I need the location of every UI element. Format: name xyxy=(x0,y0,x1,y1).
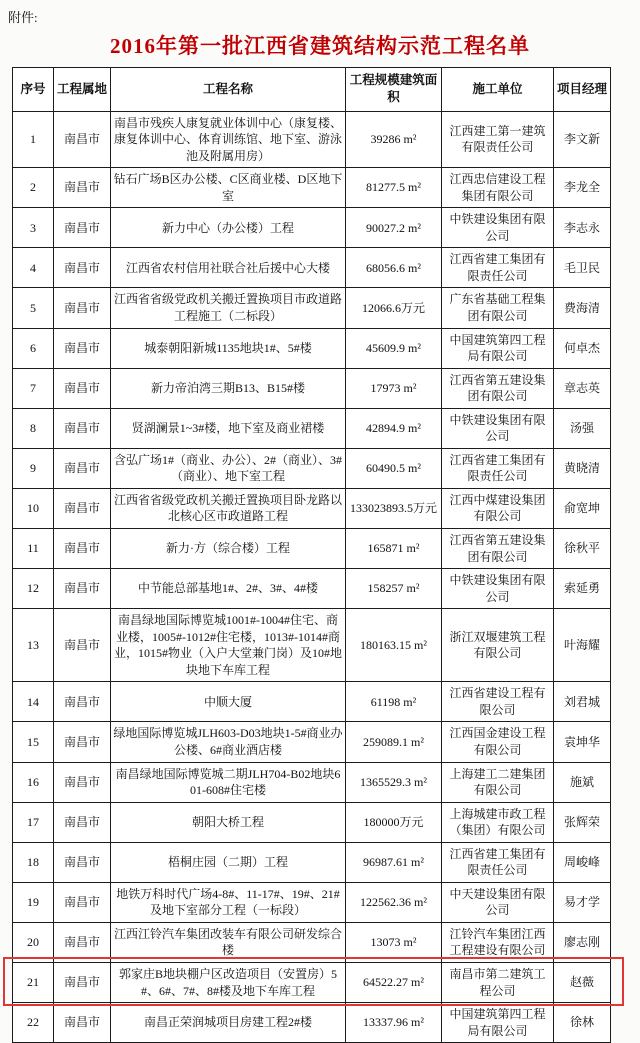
cell-unit: 江西国金建设工程有限公司 xyxy=(442,722,554,762)
cell-unit: 江西省建工集团有限责任公司 xyxy=(442,448,554,488)
table-row xyxy=(13,288,611,328)
cell-unit: 江西省建工集团有限责任公司 xyxy=(442,248,554,288)
cell-manager: 廖志刚 xyxy=(554,922,611,962)
table-row xyxy=(13,448,611,488)
cell-project-name: 江西省省级党政机关搬迁置换项目市政道路工程施工（二标段） xyxy=(111,288,346,328)
cell-unit: 上海建工二建集团有限公司 xyxy=(442,762,554,802)
table-row xyxy=(13,328,611,368)
cell-manager: 徐林 xyxy=(554,1003,611,1043)
table-row xyxy=(13,569,611,609)
table-row xyxy=(13,963,611,1003)
cell-unit: 江西省第五建设集团有限公司 xyxy=(442,528,554,568)
cell-unit: 广东省基础工程集团有限公司 xyxy=(442,288,554,328)
cell-project-name: 南昌绿地国际博览城二期JLH704-B02地块601-608#住宅楼 xyxy=(111,762,346,802)
cell-no: 4 xyxy=(13,248,54,288)
header-row xyxy=(13,68,611,112)
cell-unit: 江西省第五建设集团有限公司 xyxy=(442,368,554,408)
cell-location: 南昌市 xyxy=(54,168,111,208)
cell-unit: 江西中煤建设集团有限公司 xyxy=(442,488,554,528)
table-row xyxy=(13,488,611,528)
cell-manager: 俞宽坤 xyxy=(554,488,611,528)
cell-manager: 刘君城 xyxy=(554,682,611,722)
table-row xyxy=(13,368,611,408)
cell-location: 南昌市 xyxy=(54,922,111,962)
header-area: 工程规模建筑面积 xyxy=(346,68,442,112)
table-row xyxy=(13,842,611,882)
cell-no: 14 xyxy=(13,682,54,722)
cell-location: 南昌市 xyxy=(54,802,111,842)
cell-manager: 张辉荣 xyxy=(554,802,611,842)
cell-manager: 赵薇 xyxy=(554,963,611,1003)
cell-area: 90027.2 m² xyxy=(346,208,442,248)
table-row xyxy=(13,248,611,288)
table-row xyxy=(13,802,611,842)
cell-project-name: 新力帝泊湾三期B13、B15#楼 xyxy=(111,368,346,408)
cell-no: 19 xyxy=(13,882,54,922)
cell-location: 南昌市 xyxy=(54,488,111,528)
cell-unit: 上海城建市政工程（集团）有限公司 xyxy=(442,802,554,842)
cell-unit: 中国建筑第四工程局有限公司 xyxy=(442,328,554,368)
cell-project-name: 新力中心（办公楼）工程 xyxy=(111,208,346,248)
cell-area: 42894.9 m² xyxy=(346,408,442,448)
cell-location: 南昌市 xyxy=(54,963,111,1003)
cell-no: 18 xyxy=(13,842,54,882)
table-row xyxy=(13,609,611,682)
table-container xyxy=(0,67,640,1043)
table-row xyxy=(13,722,611,762)
cell-manager: 费海清 xyxy=(554,288,611,328)
cell-unit: 中铁建设集团有限公司 xyxy=(442,408,554,448)
cell-no: 10 xyxy=(13,488,54,528)
cell-no: 22 xyxy=(13,1003,54,1043)
cell-unit: 中铁建设集团有限公司 xyxy=(442,208,554,248)
header-location: 工程属地 xyxy=(54,68,111,112)
table-row xyxy=(13,528,611,568)
cell-manager: 毛卫民 xyxy=(554,248,611,288)
cell-no: 2 xyxy=(13,168,54,208)
cell-project-name: 贤湖澜景1~3#楼，地下室及商业裙楼 xyxy=(111,408,346,448)
cell-unit: 江西省建工集团有限责任公司 xyxy=(442,842,554,882)
cell-manager: 施斌 xyxy=(554,762,611,802)
cell-project-name: 南昌正荣润城项目房建工程2#楼 xyxy=(111,1003,346,1043)
cell-unit: 江铃汽车集团江西工程建设有限公司 xyxy=(442,922,554,962)
cell-project-name: 南昌市残疾人康复就业体训中心（康复楼、康复体训中心、体育训练馆、地下室、游泳池及附属用房） xyxy=(111,111,346,168)
cell-project-name: 江西省农村信用社联合社后援中心大楼 xyxy=(111,248,346,288)
cell-unit: 江西忠信建设工程集团有限公司 xyxy=(442,168,554,208)
cell-area: 180163.15 m² xyxy=(346,609,442,682)
cell-project-name: 地铁万科时代广场4-8#、11-17#、19#、21#及地下室部分工程（一标段） xyxy=(111,882,346,922)
cell-manager: 易才学 xyxy=(554,882,611,922)
header-manager: 项目经理 xyxy=(554,68,611,112)
cell-no: 7 xyxy=(13,368,54,408)
cell-manager: 何卓杰 xyxy=(554,328,611,368)
cell-area: 96987.61 m² xyxy=(346,842,442,882)
cell-no: 17 xyxy=(13,802,54,842)
cell-location: 南昌市 xyxy=(54,448,111,488)
cell-project-name: 新力·方（综合楼）工程 xyxy=(111,528,346,568)
cell-area: 45609.9 m² xyxy=(346,328,442,368)
cell-project-name: 江西江铃汽车集团改装车有限公司研发综合楼 xyxy=(111,922,346,962)
table-header xyxy=(13,68,611,112)
cell-project-name: 中顺大厦 xyxy=(111,682,346,722)
cell-area: 133023893.5万元 xyxy=(346,488,442,528)
cell-no: 1 xyxy=(13,111,54,168)
header-unit: 施工单位 xyxy=(442,68,554,112)
cell-no: 21 xyxy=(13,963,54,1003)
cell-project-name: 钻石广场B区办公楼、C区商业楼、D区地下室 xyxy=(111,168,346,208)
cell-no: 15 xyxy=(13,722,54,762)
attachment-label: 附件: xyxy=(8,10,38,25)
cell-area: 68056.6 m² xyxy=(346,248,442,288)
cell-project-name: 郭家庄B地块棚户区改造项目（安置房）5#、6#、7#、8#楼及地下车库工程 xyxy=(111,963,346,1003)
cell-unit: 南昌市第二建筑工程公司 xyxy=(442,963,554,1003)
cell-project-name: 绿地国际博览城JLH603-D03地块1-5#商业办公楼、6#商业酒店楼 xyxy=(111,722,346,762)
projects-table xyxy=(12,67,611,1043)
cell-location: 南昌市 xyxy=(54,248,111,288)
cell-no: 8 xyxy=(13,408,54,448)
cell-unit: 浙江双堰建筑工程有限公司 xyxy=(442,609,554,682)
cell-project-name: 朝阳大桥工程 xyxy=(111,802,346,842)
cell-manager: 汤强 xyxy=(554,408,611,448)
cell-location: 南昌市 xyxy=(54,328,111,368)
cell-no: 12 xyxy=(13,569,54,609)
cell-location: 南昌市 xyxy=(54,569,111,609)
cell-unit: 中国建筑第四工程局有限公司 xyxy=(442,1003,554,1043)
cell-manager: 章志英 xyxy=(554,368,611,408)
cell-area: 13073 m² xyxy=(346,922,442,962)
cell-manager: 黄晓清 xyxy=(554,448,611,488)
cell-area: 259089.1 m² xyxy=(346,722,442,762)
cell-area: 13337.96 m² xyxy=(346,1003,442,1043)
table-row xyxy=(13,1003,611,1043)
cell-location: 南昌市 xyxy=(54,609,111,682)
table-row xyxy=(13,208,611,248)
cell-area: 61198 m² xyxy=(346,682,442,722)
cell-no: 11 xyxy=(13,528,54,568)
cell-project-name: 江西省省级党政机关搬迁置换项目卧龙路以北核心区市政道路工程 xyxy=(111,488,346,528)
cell-area: 165871 m² xyxy=(346,528,442,568)
cell-area: 81277.5 m² xyxy=(346,168,442,208)
cell-no: 20 xyxy=(13,922,54,962)
cell-no: 3 xyxy=(13,208,54,248)
table-row xyxy=(13,168,611,208)
cell-unit: 江西建工第一建筑有限责任公司 xyxy=(442,111,554,168)
header-name: 工程名称 xyxy=(111,68,346,112)
cell-location: 南昌市 xyxy=(54,1003,111,1043)
cell-location: 南昌市 xyxy=(54,882,111,922)
cell-project-name: 城泰朝阳新城1135地块1#、5#楼 xyxy=(111,328,346,368)
cell-location: 南昌市 xyxy=(54,111,111,168)
cell-project-name: 梧桐庄园（二期）工程 xyxy=(111,842,346,882)
cell-manager: 李龙全 xyxy=(554,168,611,208)
cell-no: 9 xyxy=(13,448,54,488)
cell-location: 南昌市 xyxy=(54,288,111,328)
cell-area: 12066.6万元 xyxy=(346,288,442,328)
table-row xyxy=(13,762,611,802)
cell-area: 17973 m² xyxy=(346,368,442,408)
cell-project-name: 含弘广场1#（商业、办公）、2#（商业）、3#（商业）、地下室工程 xyxy=(111,448,346,488)
cell-location: 南昌市 xyxy=(54,722,111,762)
cell-unit: 中铁建设集团有限公司 xyxy=(442,569,554,609)
cell-area: 180000万元 xyxy=(346,802,442,842)
cell-location: 南昌市 xyxy=(54,408,111,448)
cell-location: 南昌市 xyxy=(54,208,111,248)
cell-manager: 周峻峰 xyxy=(554,842,611,882)
cell-location: 南昌市 xyxy=(54,528,111,568)
cell-manager: 徐秋平 xyxy=(554,528,611,568)
cell-area: 39286 m² xyxy=(346,111,442,168)
cell-no: 6 xyxy=(13,328,54,368)
table-row xyxy=(13,682,611,722)
cell-area: 64522.27 m² xyxy=(346,963,442,1003)
table-body xyxy=(13,111,611,1043)
cell-manager: 叶海耀 xyxy=(554,609,611,682)
table-row xyxy=(13,408,611,448)
cell-area: 1365529.3 m² xyxy=(346,762,442,802)
cell-area: 60490.5 m² xyxy=(346,448,442,488)
cell-location: 南昌市 xyxy=(54,762,111,802)
cell-project-name: 南昌绿地国际博览城1001#-1004#住宅、商业楼，1005#-1012#住宅楼，1013#-1014#商业，1015#物业（入户大堂兼门岗）及10#地块地下车库工程 xyxy=(111,609,346,682)
cell-project-name: 中节能总部基地1#、2#、3#、4#楼 xyxy=(111,569,346,609)
cell-location: 南昌市 xyxy=(54,842,111,882)
cell-location: 南昌市 xyxy=(54,682,111,722)
cell-area: 158257 m² xyxy=(346,569,442,609)
header-no: 序号 xyxy=(13,68,54,112)
cell-location: 南昌市 xyxy=(54,368,111,408)
cell-manager: 李文新 xyxy=(554,111,611,168)
cell-manager: 索延勇 xyxy=(554,569,611,609)
cell-no: 5 xyxy=(13,288,54,328)
cell-manager: 袁坤华 xyxy=(554,722,611,762)
cell-manager: 李志永 xyxy=(554,208,611,248)
table-row xyxy=(13,111,611,168)
table-row xyxy=(13,882,611,922)
cell-unit: 江西省建设工程有限公司 xyxy=(442,682,554,722)
cell-area: 122562.36 m² xyxy=(346,882,442,922)
cell-no: 13 xyxy=(13,609,54,682)
cell-no: 16 xyxy=(13,762,54,802)
table-row xyxy=(13,922,611,962)
page-title: 2016年第一批江西省建筑结构示范工程名单 xyxy=(110,34,530,58)
cell-unit: 中天建设集团有限公司 xyxy=(442,882,554,922)
